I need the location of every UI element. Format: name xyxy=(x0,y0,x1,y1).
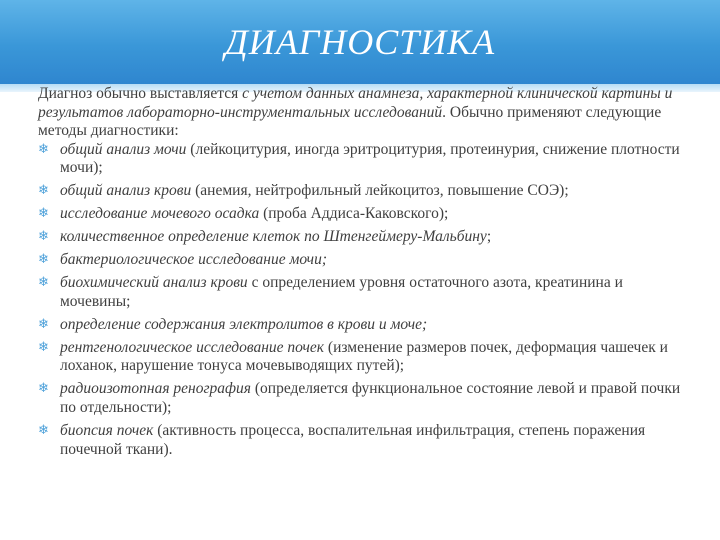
method-detail: с определением уровня остаточного азота, креатинина и мочевины; xyxy=(60,274,623,310)
method-detail: (лейкоцитурия, иногда эритроцитурия, протеинурия, снижение плотности мочи); xyxy=(60,140,680,177)
method-name: радиоизотопная ренография xyxy=(60,380,251,398)
list-item xyxy=(38,339,694,376)
method-name: рентгенологическое исследование почек xyxy=(60,338,325,356)
method-detail: (активность процесса, воспалительная инфильтрация, степень поражения почечной ткани). xyxy=(60,422,646,458)
list-item xyxy=(38,228,694,247)
method-name: определение содержания электролитов в крови и моче; xyxy=(60,315,428,333)
snowflake-bullet-icon: ❄ xyxy=(38,339,49,355)
method-name: общий анализ крови xyxy=(60,182,192,200)
slide-title: ДИАГНОСТИКА xyxy=(224,22,496,62)
snowflake-bullet-icon: ❄ xyxy=(38,275,49,291)
list-item xyxy=(38,316,694,335)
intro-text-plain: Диагноз обычно выставляется xyxy=(38,85,243,102)
method-detail: (анемия, нейтрофильный лейкоцитоз, повышение СОЭ); xyxy=(191,182,569,200)
snowflake-bullet-icon: ❄ xyxy=(38,381,49,397)
snowflake-bullet-icon: ❄ xyxy=(38,316,49,332)
list-item xyxy=(38,380,694,417)
method-name: биопсия почек xyxy=(60,422,154,440)
method-name: биохимический анализ крови xyxy=(60,274,248,292)
slide-body xyxy=(38,85,694,464)
snowflake-bullet-icon: ❄ xyxy=(38,141,49,157)
snowflake-bullet-icon: ❄ xyxy=(38,252,49,268)
list-item xyxy=(38,205,694,224)
list-item xyxy=(38,182,694,201)
intro-text-tail: . Обычно применяют следующие методы диагностики: xyxy=(38,103,662,140)
method-detail: (изменение размеров почек, деформация чашечек и лоханок, нарушение тонуса мочевыводящих путей); xyxy=(60,338,668,375)
list-item xyxy=(38,274,694,311)
methods-list xyxy=(38,141,694,459)
intro-paragraph xyxy=(38,85,694,141)
method-name: количественное определение клеток по Штенгеймеру-Мальбину xyxy=(60,228,487,246)
method-detail: (определяется функциональное состояние левой и правой почки по отдельности); xyxy=(60,380,681,417)
list-item xyxy=(38,141,694,178)
snowflake-bullet-icon: ❄ xyxy=(38,423,49,439)
method-name: бактериологическое исследование мочи; xyxy=(60,251,327,269)
snowflake-bullet-icon: ❄ xyxy=(38,206,49,222)
method-name: общий анализ мочи xyxy=(60,140,187,158)
snowflake-bullet-icon: ❄ xyxy=(38,183,49,199)
list-item xyxy=(38,251,694,270)
snowflake-bullet-icon: ❄ xyxy=(38,229,49,245)
method-detail: ; xyxy=(486,228,492,246)
intro-text-italic: с учетом данных анамнеза, характерной клинической картины и результатов лабораторно-инструментальных исследований xyxy=(38,85,673,121)
list-item xyxy=(38,422,694,459)
method-name: исследование мочевого осадка xyxy=(60,205,260,223)
method-detail: (проба Аддиса-Каковского); xyxy=(259,205,449,223)
